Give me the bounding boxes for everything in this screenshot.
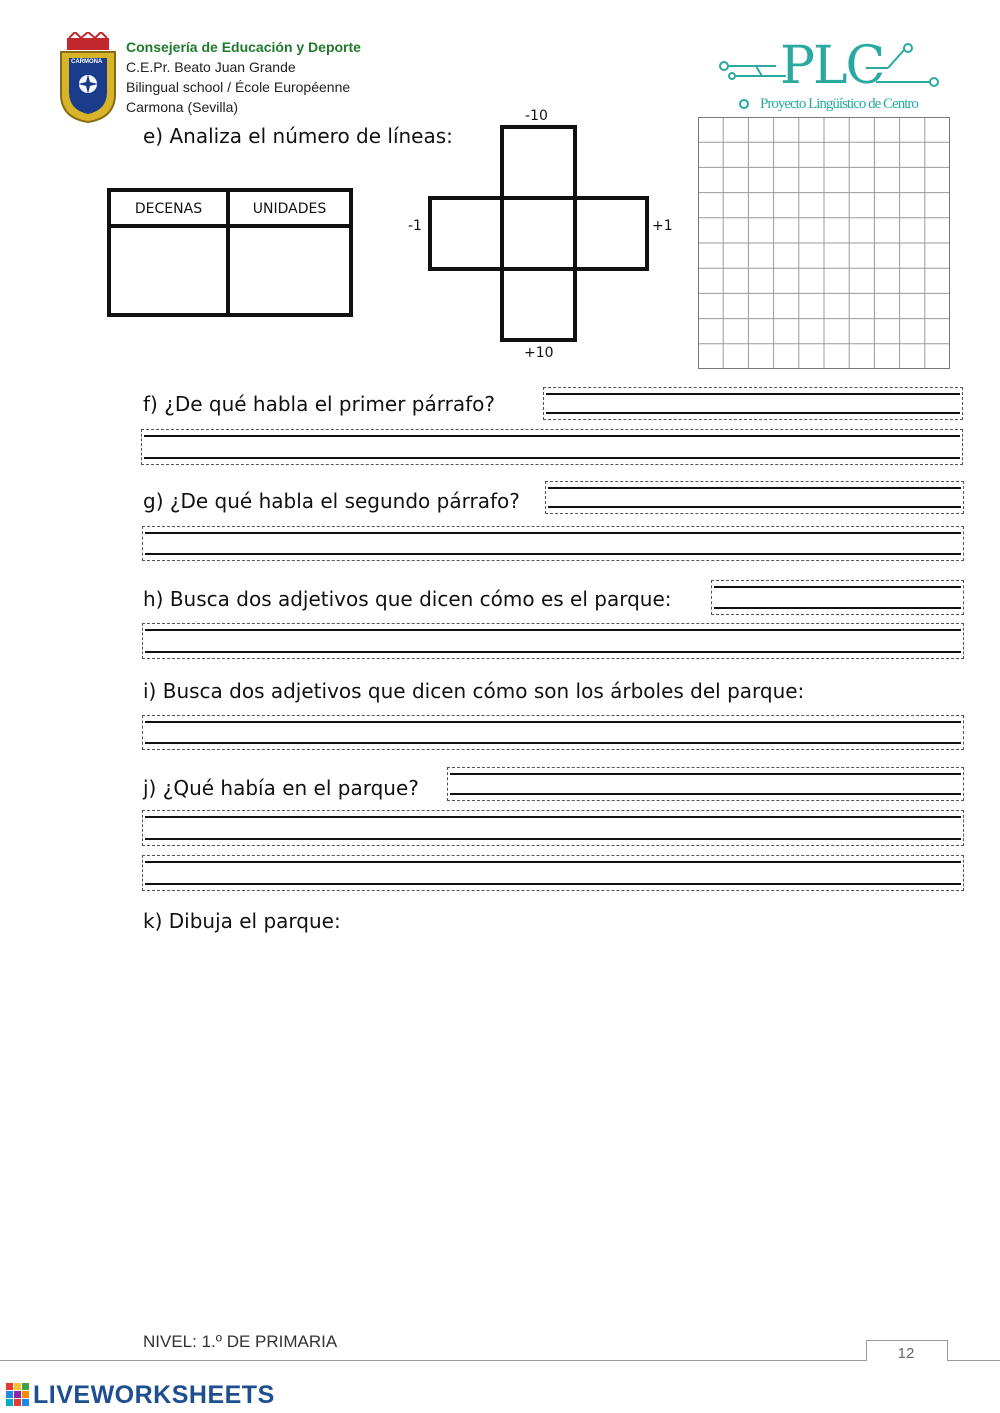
decenas-input[interactable] [115,234,224,306]
plc-logo-text: PLC [780,36,884,96]
school-location: Carmona (Sevilla) [126,99,239,115]
answer-j-input-2[interactable] [145,818,961,838]
level-label: NIVEL: 1.º DE PRIMARIA [143,1332,338,1351]
question-h-label: h) Busca dos adjetivos que dicen cómo es el parque: [143,587,672,611]
footer-divider [0,1360,1000,1361]
unidades-input[interactable] [235,234,349,306]
liveworksheets-logo[interactable] [6,1381,275,1409]
cross-label-bottom: +10 [524,345,554,361]
question-i-label: i) Busca dos adjetivos que dicen cómo son los árboles del parque: [143,679,805,703]
liveworksheets-icon [6,1383,30,1407]
answer-f-line-1[interactable] [543,387,963,420]
table-header-unidades: UNIDADES [252,201,327,217]
cross-bottom-cell[interactable] [500,267,577,342]
school-type: Bilingual school / École Européenne [126,79,351,95]
answer-j-input-1[interactable] [450,775,961,793]
cross-label-right: +1 [652,218,673,234]
question-k-label: k) Dibuja el parque: [143,909,341,933]
crest-text: CARMONA [71,59,103,65]
answer-f-input-2[interactable] [144,437,960,457]
cross-right-cell[interactable] [573,196,649,271]
page-number: 12 [897,1345,915,1362]
answer-f-line-2[interactable] [141,429,963,465]
answer-j-line-3[interactable] [142,855,964,891]
plc-subtitle: Proyecto Lingüístico de Centro [760,96,918,112]
table-header-decenas: DECENAS [134,201,203,217]
answer-h-line-1[interactable] [711,580,964,615]
answer-j-line-2[interactable] [142,810,964,846]
school-name: C.E.Pr. Beato Juan Grande [126,59,296,75]
number-cross [400,105,690,365]
answer-j-input-3[interactable] [145,863,961,883]
drawing-area[interactable] [142,945,964,1315]
institution-title: Consejería de Educación y Deporte [126,39,361,55]
answer-h-input-1[interactable] [714,588,961,607]
answer-g-line-2[interactable] [142,526,964,561]
question-f-label: f) ¿De qué habla el primer párrafo? [143,392,495,416]
answer-h-line-2[interactable] [142,623,964,659]
liveworksheets-text: LIVEWORKSHEETS [33,1380,275,1409]
answer-f-input-1[interactable] [546,395,960,412]
answer-g-input-2[interactable] [145,534,961,553]
answer-i-input-1[interactable] [145,723,961,742]
question-j-label: j) ¿Qué había en el parque? [143,776,419,800]
hundred-grid [698,117,950,369]
cross-top-cell[interactable] [500,125,577,200]
answer-i-line-1[interactable] [142,715,964,750]
school-crest [55,32,121,124]
tens-units-table [107,188,353,317]
plc-logo [716,38,956,118]
cross-center-cell[interactable] [500,196,577,271]
cross-left-cell[interactable] [428,196,504,271]
cross-label-left: -1 [408,218,422,234]
answer-g-line-1[interactable] [545,481,964,514]
answer-j-line-1[interactable] [447,767,964,801]
answer-g-input-1[interactable] [548,489,961,506]
table-header-divider [111,224,349,228]
question-e-label: e) Analiza el número de líneas: [143,124,453,148]
cross-label-top: -10 [525,108,548,124]
answer-h-input-2[interactable] [145,631,961,651]
question-g-label: g) ¿De qué habla el segundo párrafo? [143,489,520,513]
